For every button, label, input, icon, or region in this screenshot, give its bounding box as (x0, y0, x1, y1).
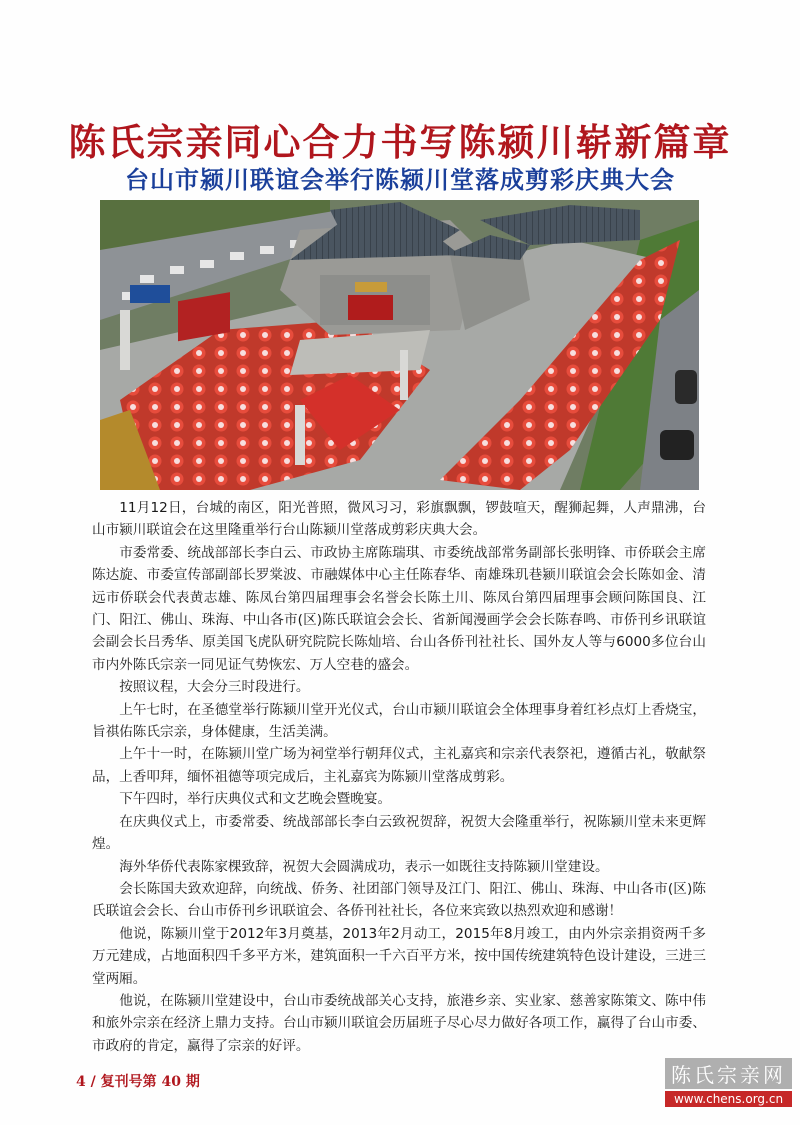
page-title: 陈氏宗亲同心合力书写陈颍川崭新篇章 (68, 120, 732, 164)
article-paragraph: 按照议程，大会分三时段进行。 (119, 679, 310, 696)
article-paragraph: 在庆典仪式上，市委常委、统战部部长李白云致祝贺辞，祝贺大会隆重举行，祝陈颍川堂未来更辉煌。 (92, 813, 706, 853)
article-paragraph: 会长陈国夫致欢迎辞，向统战、侨务、社团部门领导及江门、阳江、佛山、珠海、中山各市(区)陈氏联谊会会长、台山市侨刊乡讯联谊会、各侨刊社社长，各位来宾致以热烈欢迎和感谢！ (92, 880, 706, 920)
article-paragraph: 他说，陈颍川堂于2012年3月奠基，2013年2月动工，2015年8月竣工，由内外宗亲捐资两千多万元建成，占地面积四千多平方米，建筑面积一千六百平方米，按中国传统建筑特色设计建设，三进三堂两厢。 (92, 925, 706, 987)
event-photo (100, 200, 699, 490)
page-number: 4 / 复刊号第 40 期 (76, 1074, 200, 1090)
article-paragraph: 上午七时，在圣德堂举行陈颍川堂开光仪式，台山市颍川联谊会全体理事身着红衫点灯上香烧宝，旨祺佑陈氏宗亲，身体健康，生活美满。 (92, 701, 706, 741)
article-paragraph: 市委常委、统战部部长李白云、市政协主席陈瑞琪、市委统战部常务副部长张明锋、市侨联会主席陈达旋、市委宣传部副部长罗棠波、市融媒体中心主任陈春华、南雄珠玑巷颍川联谊会会长陈如金、清远市侨联会代表黄志雄、陈凤台第四届理事会名誉会长陈土川、陈凤台第四届理事会顾问陈国良、江门、阳江、佛山、珠海、中山各市(区)陈氏联谊会会长、省新闻漫画学会会长陈春鸣、市侨刊乡讯联谊会副会长吕秀华、原美国飞虎队研究院院长陈灿培、台山各侨刊社社长、国外友人等与6000多位台山市内外陈氏宗亲一同见证气势恢宏、万人空巷的盛会。 (92, 544, 706, 673)
watermark-name: 陈氏宗亲网 (665, 1058, 792, 1089)
watermark-url: www.chens.org.cn (665, 1091, 792, 1107)
article-paragraph: 11月12日，台城的南区，阳光普照，微风习习，彩旗飘飘，锣鼓喧天，醒狮起舞，人声鼎沸，台山市颍川联谊会在这里隆重举行台山陈颍川堂落成剪彩庆典大会。 (92, 500, 706, 539)
article-paragraph: 上午十一时，在陈颍川堂广场为祠堂举行朝拜仪式，主礼嘉宾和宗亲代表祭祀，遵循古礼，敬献祭品，上香叩拜，缅怀祖德等项完成后，主礼嘉宾为陈颍川堂落成剪彩。 (92, 746, 706, 785)
page-subtitle: 台山市颍川联谊会举行陈颍川堂落成剪彩庆典大会 (125, 166, 675, 194)
article-body (92, 497, 706, 1057)
article-paragraph: 下午四时，举行庆典仪式和文艺晚会暨晚宴。 (119, 791, 392, 808)
article-paragraph: 他说，在陈颍川堂建设中，台山市委统战部关心支持，旅港乡亲、实业家、慈善家陈策文、陈中伟和旅外宗亲在经济上鼎力支持。台山市颍川联谊会历届班子尽心尽力做好各项工作，赢得了台山市委、市政府的肯定，赢得了宗亲的好评。 (92, 992, 706, 1054)
site-watermark (665, 1058, 792, 1107)
article-paragraph: 海外华侨代表陈家棵致辞，祝贺大会圆满成功，表示一如既往支持陈颍川堂建设。 (119, 858, 609, 875)
aerial-photo-illustration (100, 200, 699, 490)
